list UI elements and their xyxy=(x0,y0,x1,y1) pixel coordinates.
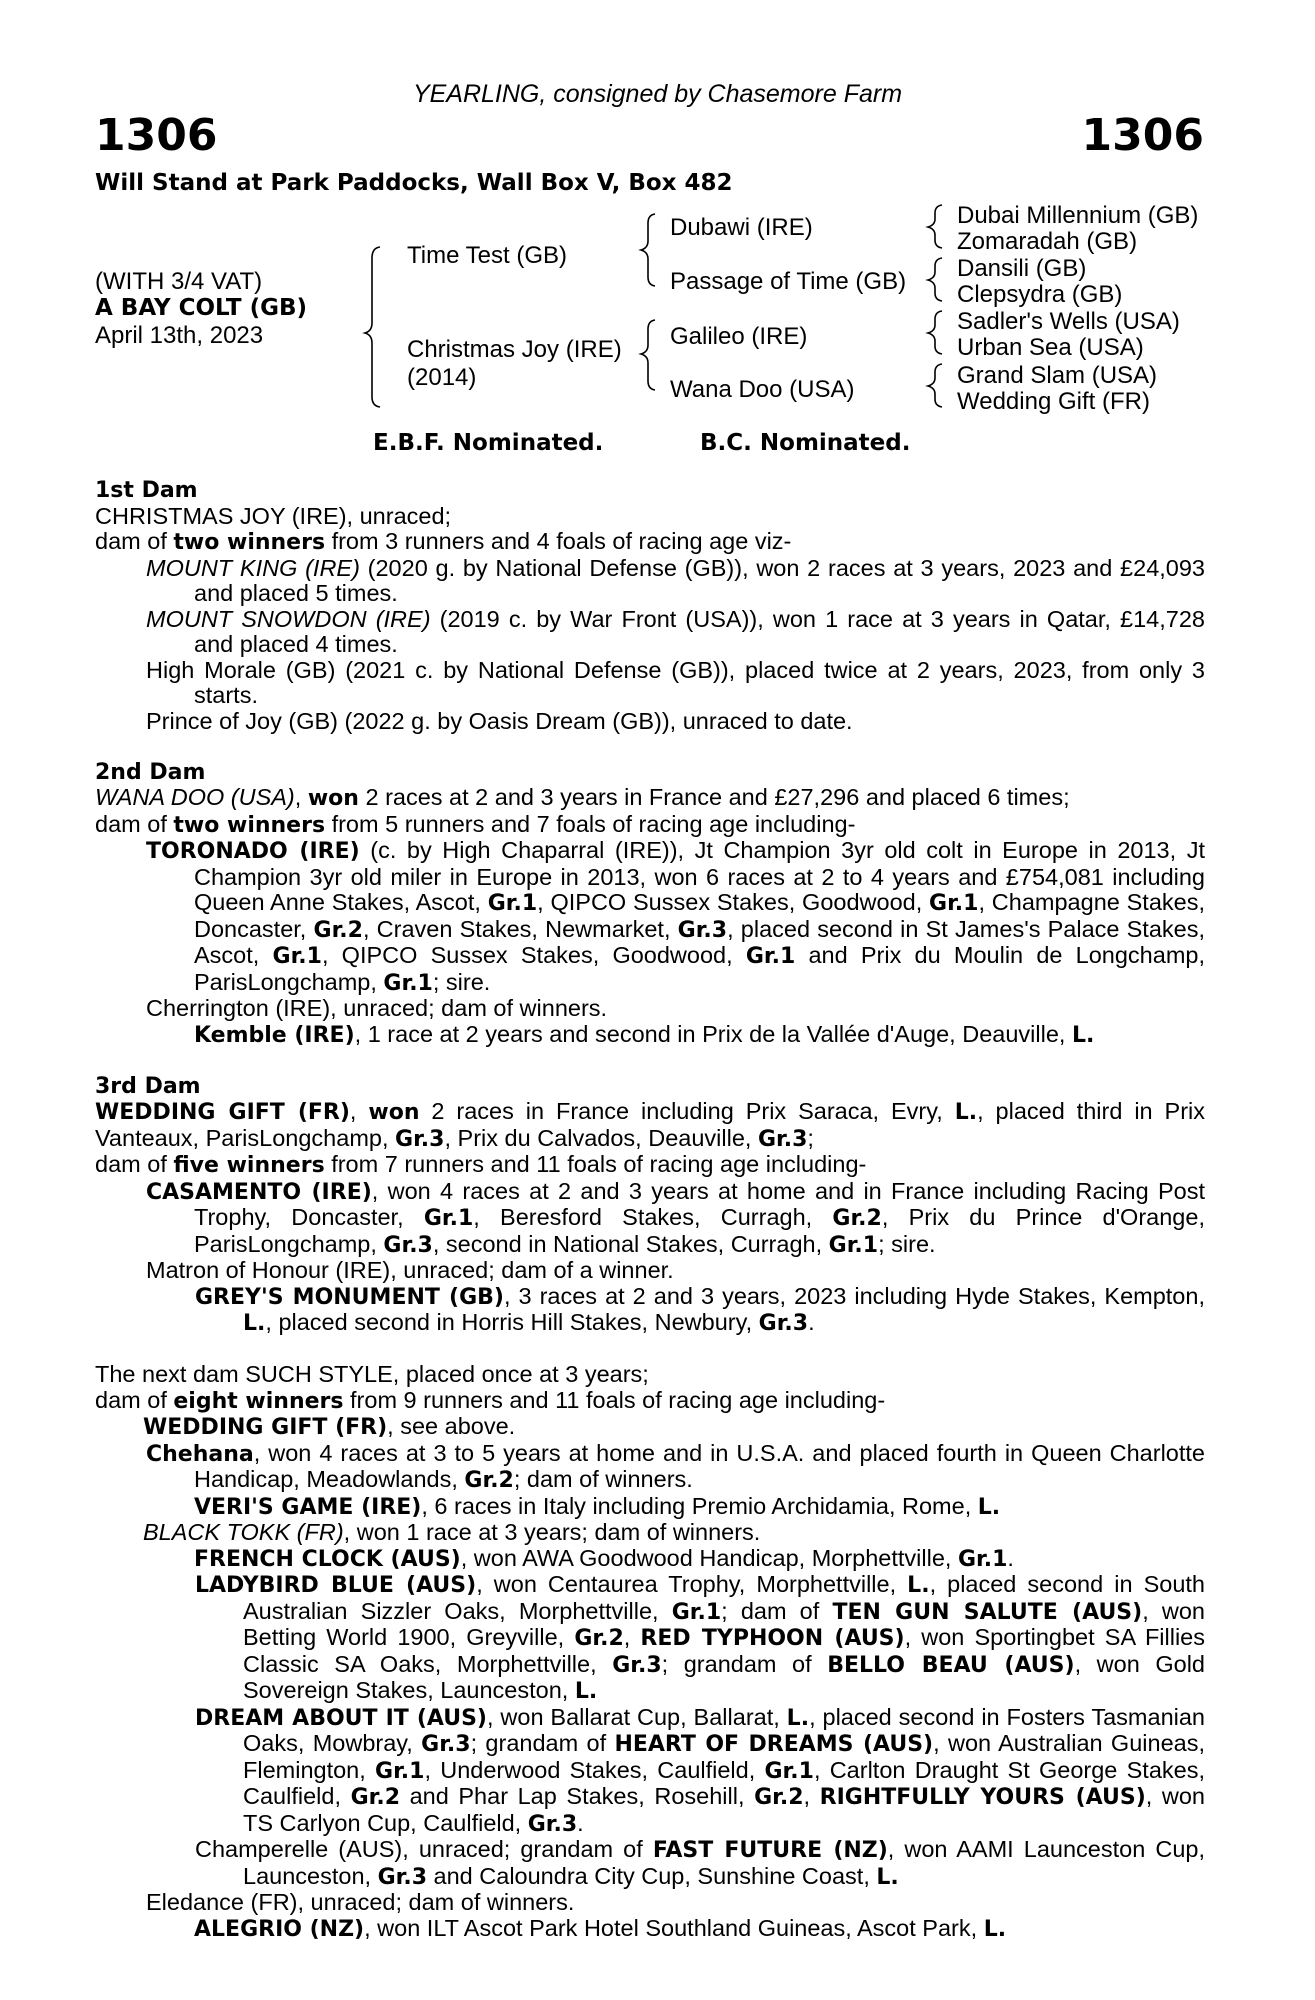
text: , QIPCO Sussex Stakes, Goodwood, xyxy=(537,889,930,915)
text: . xyxy=(808,1309,815,1335)
text: , won Centaurea Trophy, Morphettville, xyxy=(476,1571,908,1597)
bold-text: Gr.3 xyxy=(758,1311,809,1336)
bold-text: FAST FUTURE (NZ) xyxy=(652,1838,888,1863)
pedigree-dam-dam: Wana Doo (USA) xyxy=(670,376,855,403)
bold-text: FRENCH CLOCK (AUS) xyxy=(194,1546,461,1572)
bold-text: L. xyxy=(954,1100,978,1125)
text: ; grandam of xyxy=(470,1730,615,1756)
italic-text: MOUNT SNOWDON (IRE) xyxy=(146,605,431,632)
pedigree-gen3-3: Dansili (GB) xyxy=(957,255,1087,282)
text: ; sire. xyxy=(878,1230,936,1257)
pedigree-sire-sire: Dubawi (IRE) xyxy=(670,214,813,241)
bold-text: DREAM ABOUT IT (AUS) xyxy=(195,1705,487,1731)
text: 2 races at 2 and 3 years in France and £27,296 and placed 6 times; xyxy=(358,784,1070,810)
text: High Morale (GB) (2021 c. by National Defense (GB)), placed twice at 2 years, 2023, from only 3 starts. xyxy=(146,656,1205,708)
bold-text: L. xyxy=(983,1916,1007,1942)
text: , Prix du Prince d'Orange, ParisLongchamp, xyxy=(194,1204,1205,1257)
text: , xyxy=(803,1783,820,1809)
text: and Phar Lap Stakes, Rosehill, xyxy=(400,1783,755,1809)
bold-text: Gr.3 xyxy=(757,1126,808,1152)
text: , Prix du Calvados, Deauville, xyxy=(444,1124,758,1151)
bold-text: Gr.3 xyxy=(612,1652,662,1678)
bold-text: Gr.2 xyxy=(464,1468,514,1493)
pedigree-dam-year: (2014) xyxy=(407,364,477,391)
bold-text: Gr.2 xyxy=(832,1206,882,1231)
text: dam of xyxy=(95,810,174,837)
record-entry xyxy=(95,1284,1205,1337)
bold-text: Gr.3 xyxy=(395,1126,445,1152)
text: , won 4 races at 2 and 3 years at home and in France including Racing Post Trophy, Doncaster, xyxy=(194,1177,1205,1230)
italic-text: MOUNT KING (IRE) xyxy=(146,554,360,581)
bold-text: TEN GUN SALUTE (AUS) xyxy=(832,1599,1143,1625)
dam-section xyxy=(95,1074,1205,1337)
bold-text: Gr.1 xyxy=(764,1758,814,1784)
text: . xyxy=(577,1809,584,1836)
record-entry xyxy=(95,996,1205,1022)
bold-text: L. xyxy=(876,1864,899,1890)
text: , placed second in Fosters Tasmanian Oaks, Mowbray, xyxy=(243,1703,1205,1756)
bold-text: Gr.2 xyxy=(574,1626,624,1651)
text: , Carlton Draught St George Stakes, Caulfield, xyxy=(243,1756,1205,1809)
record-entry xyxy=(95,838,1205,996)
bold-text: Gr.1 xyxy=(745,944,796,969)
text: from 3 runners and 4 foals of racing age viz- xyxy=(325,528,792,554)
text: dam of xyxy=(95,1151,174,1177)
horse-name: A BAY COLT (GB) xyxy=(95,295,308,321)
text: , see above. xyxy=(387,1413,516,1439)
bold-text: CASAMENTO (IRE) xyxy=(146,1179,372,1205)
text: , Underwood Stakes, Caulfield, xyxy=(424,1756,765,1783)
record-entry xyxy=(95,529,1205,556)
lot-number-left: 1306 xyxy=(95,110,218,161)
bold-text: Gr.1 xyxy=(272,944,322,969)
dam-section xyxy=(95,1362,1205,1942)
text: , xyxy=(294,784,308,810)
text: , won Australian Guineas, Flemington, xyxy=(243,1730,1205,1783)
bold-text: RIGHTFULLY YOURS (AUS) xyxy=(819,1785,1146,1810)
text: , placed second in Horris Hill Stakes, Newbury, xyxy=(265,1309,759,1335)
vat-note: (WITH 3/4 VAT) xyxy=(95,268,263,295)
record-entry xyxy=(95,1388,1205,1415)
bold-text: WEDDING GIFT (FR) xyxy=(95,1100,350,1125)
pedigree-gen3-1: Dubai Millennium (GB) xyxy=(957,202,1199,229)
bold-text: Gr.1 xyxy=(487,891,538,916)
bold-text: ALEGRIO (NZ) xyxy=(194,1916,365,1942)
bold-text: LADYBIRD BLUE (AUS) xyxy=(195,1573,477,1598)
bold-text: Chehana xyxy=(146,1441,254,1467)
pedigree-sire-dam: Passage of Time (GB) xyxy=(670,268,907,295)
text: , won ILT Ascot Park Hotel Southland Guineas, Ascot Park, xyxy=(364,1914,984,1941)
ebf-nomination: E.B.F. Nominated. xyxy=(373,430,604,456)
text: , placed second in St James's Palace Stakes, Ascot, xyxy=(194,915,1205,968)
pedigree-gen3-6: Urban Sea (USA) xyxy=(957,334,1144,361)
lot-number-right: 1306 xyxy=(1081,110,1204,161)
dam-heading: 2nd Dam xyxy=(95,759,206,785)
pedigree-sire: Time Test (GB) xyxy=(407,242,568,269)
text: dam of xyxy=(95,528,174,554)
record-entry xyxy=(95,1441,1205,1494)
bold-text: Gr.3 xyxy=(377,1864,428,1890)
dam-section xyxy=(95,478,1205,734)
record-entry xyxy=(95,1414,1205,1441)
record-entry xyxy=(95,658,1205,709)
text: ; sire. xyxy=(432,968,491,995)
bold-text: Gr.3 xyxy=(527,1811,578,1837)
text: Matron of Honour (IRE), unraced; dam of a winner. xyxy=(146,1257,674,1283)
italic-text: WANA DOO (USA) xyxy=(95,784,295,810)
text: dam of xyxy=(95,1386,174,1413)
record-entry xyxy=(95,1494,1205,1521)
record-entry xyxy=(95,1890,1205,1916)
record-entry xyxy=(95,709,1205,735)
text: from 7 runners and 11 foals of racing age including- xyxy=(324,1151,867,1177)
text: , QIPCO Sussex Stakes, Goodwood, xyxy=(321,942,746,968)
record-entry xyxy=(95,1546,1205,1573)
record-entry xyxy=(95,1837,1205,1890)
text: , won Betting World 1900, Greyville, xyxy=(243,1597,1206,1650)
text: ; xyxy=(807,1124,814,1151)
bold-text: Kemble (IRE) xyxy=(194,1022,355,1048)
record-entry xyxy=(95,1258,1205,1284)
text: , Craven Stakes, Newmarket, xyxy=(362,915,678,942)
bold-text: Gr.2 xyxy=(350,1785,400,1810)
text: (2019 c. by War Front (USA)), won 1 race at 3 years in Qatar, £14,728 and placed 4 times. xyxy=(194,605,1205,657)
text: . xyxy=(1007,1544,1014,1571)
bold-text: Gr.1 xyxy=(828,1232,879,1258)
text: 2 races in France including Prix Saraca, Evry, xyxy=(419,1098,955,1124)
text: The next dam SUCH STYLE, placed once at 3 years; xyxy=(95,1361,649,1387)
bold-text: L. xyxy=(574,1679,598,1704)
text: Cherrington (IRE), unraced; dam of winners. xyxy=(146,995,608,1021)
text: Champerelle (AUS), unraced; grandam of xyxy=(195,1836,653,1862)
text: , 6 races in Italy including Premio Archidamia, Rome, xyxy=(421,1492,978,1519)
dam-heading: 3rd Dam xyxy=(95,1073,201,1099)
text: (2020 g. by National Defense (GB)), won 2 races at 3 years, 2023 and £24,093 and placed 5 times. xyxy=(194,554,1205,606)
dam-heading: 1st Dam xyxy=(95,478,198,503)
bold-text: WEDDING GIFT (FR) xyxy=(143,1415,388,1440)
text: , won AAMI Launceston Cup, Launceston, xyxy=(243,1836,1205,1889)
bold-text: Gr.1 xyxy=(671,1599,722,1625)
stand-location: Will Stand at Park Paddocks, Wall Box V, Box 482 xyxy=(95,170,733,196)
record-entry xyxy=(95,1362,1205,1388)
pedigree-gen3-5: Sadler's Wells (USA) xyxy=(957,308,1180,335)
bold-text: Gr.2 xyxy=(754,1785,804,1810)
record-entry xyxy=(95,1520,1205,1546)
bold-text: Gr.1 xyxy=(957,1546,1008,1572)
text: , won Gold Sovereign Stakes, Launceston, xyxy=(243,1650,1205,1703)
bold-text: two winners xyxy=(173,530,326,555)
text: from 5 runners and 7 foals of racing age including- xyxy=(325,810,856,837)
pedigree-gen3-7: Grand Slam (USA) xyxy=(957,362,1158,389)
bc-nomination: B.C. Nominated. xyxy=(700,430,911,456)
bold-text: Gr.3 xyxy=(677,917,728,943)
text: , won TS Carlyon Cup, Caulfield, xyxy=(243,1783,1206,1836)
foaling-date: April 13th, 2023 xyxy=(95,322,264,349)
text: , xyxy=(623,1624,641,1650)
text: from 9 runners and 11 foals of racing age including- xyxy=(343,1386,886,1413)
bold-text: won xyxy=(368,1100,420,1125)
bold-text: L. xyxy=(907,1573,930,1598)
dam-section xyxy=(95,760,1205,1049)
pedigree-gen3-4: Clepsydra (GB) xyxy=(957,281,1123,308)
bold-text: Gr.1 xyxy=(383,970,433,996)
pedigree-dam: Christmas Joy (IRE) xyxy=(407,336,622,363)
consignor-line: YEARLING, consigned by Chasemore Farm xyxy=(412,80,903,108)
text: , xyxy=(349,1098,369,1124)
bold-text: L. xyxy=(243,1311,266,1336)
produce-record xyxy=(95,478,1205,1942)
text: and Caloundra City Cup, Sunshine Coast, xyxy=(427,1862,877,1889)
bold-text: BELLO BEAU (AUS) xyxy=(827,1652,1075,1678)
italic-text: BLACK TOKK (FR) xyxy=(143,1519,344,1545)
text: , won 1 race at 3 years; dam of winners. xyxy=(343,1519,761,1545)
record-entry xyxy=(95,504,1205,530)
bold-text: Gr.1 xyxy=(375,1758,425,1784)
bold-text: RED TYPHOON (AUS) xyxy=(640,1626,905,1651)
pedigree-dam-sire: Galileo (IRE) xyxy=(670,323,808,350)
pedigree-gen3-8: Wedding Gift (FR) xyxy=(957,388,1150,415)
text: , won Ballarat Cup, Ballarat, xyxy=(486,1703,787,1730)
pedigree-gen3-2: Zomaradah (GB) xyxy=(957,228,1138,255)
text: , placed second in South Australian Sizzler Oaks, Morphettville, xyxy=(243,1571,1205,1624)
record-entry xyxy=(95,1179,1205,1259)
record-entry xyxy=(95,1916,1205,1943)
bold-text: GREY'S MONUMENT (GB) xyxy=(195,1284,504,1310)
record-entry xyxy=(95,1572,1205,1705)
record-entry xyxy=(95,1022,1205,1049)
text: Eledance (FR), unraced; dam of winners. xyxy=(146,1889,575,1915)
record-entry xyxy=(95,1099,1205,1152)
bold-text: L. xyxy=(1071,1022,1095,1048)
text: CHRISTMAS JOY (IRE), unraced; xyxy=(95,502,452,529)
bold-text: two winners xyxy=(173,812,326,838)
bold-text: Gr.1 xyxy=(929,891,979,916)
record-entry xyxy=(95,556,1205,607)
bold-text: five winners xyxy=(173,1153,325,1178)
text: , 1 race at 2 years and second in Prix de la Vallée d'Auge, Deauville, xyxy=(354,1020,1072,1047)
bold-text: won xyxy=(307,786,359,811)
record-entry xyxy=(95,785,1205,812)
text: , won Sportingbet SA Fillies Classic SA Oaks, Morphettville, xyxy=(243,1624,1206,1677)
text: , Beresford Stakes, Curragh, xyxy=(473,1204,833,1230)
text: and Prix du Moulin de Longchamp, ParisLongchamp, xyxy=(194,942,1205,995)
text: , won 4 races at 3 to 5 years at home and in U.S.A. and placed fourth in Queen Charlotte Handicap, Meadowlands, xyxy=(194,1439,1205,1492)
record-entry xyxy=(95,1705,1205,1838)
bold-text: VERI'S GAME (IRE) xyxy=(194,1494,422,1520)
bold-text: Gr.3 xyxy=(383,1232,433,1258)
text: Prince of Joy (GB) (2022 g. by Oasis Dream (GB)), unraced to date. xyxy=(146,707,853,734)
text: , Champagne Stakes, Doncaster, xyxy=(194,889,1205,942)
text: ; dam of xyxy=(721,1597,833,1624)
bold-text: Gr.3 xyxy=(421,1732,471,1757)
bold-text: Gr.1 xyxy=(423,1206,474,1231)
record-entry xyxy=(95,1152,1205,1179)
text: ; grandam of xyxy=(661,1650,828,1677)
text: , won AWA Goodwood Handicap, Morphettville, xyxy=(460,1544,958,1571)
text: , 3 races at 2 and 3 years, 2023 including Hyde Stakes, Kempton, xyxy=(503,1282,1205,1309)
text: , placed third in Prix Vanteaux, ParisLongchamp, xyxy=(95,1098,1205,1151)
bold-text: L. xyxy=(977,1494,1001,1520)
bold-text: Gr.2 xyxy=(313,917,363,943)
text: ; dam of winners. xyxy=(513,1466,693,1492)
bold-text: HEART OF DREAMS (AUS) xyxy=(614,1732,934,1757)
record-entry xyxy=(95,607,1205,658)
bold-text: L. xyxy=(786,1705,810,1731)
text: , second in National Stakes, Curragh, xyxy=(432,1230,829,1257)
record-entry xyxy=(95,812,1205,839)
text: (c. by High Chaparral (IRE)), Jt Champion 3yr old colt in Europe in 2013, Jt Champion 3yr old miler in Europe in 2013, won 6 races at 2 to 4 years and £754,081 including Queen Anne Stakes, Ascot, xyxy=(194,837,1205,915)
bold-text: TORONADO (IRE) xyxy=(146,839,360,864)
bold-text: eight winners xyxy=(173,1388,344,1414)
